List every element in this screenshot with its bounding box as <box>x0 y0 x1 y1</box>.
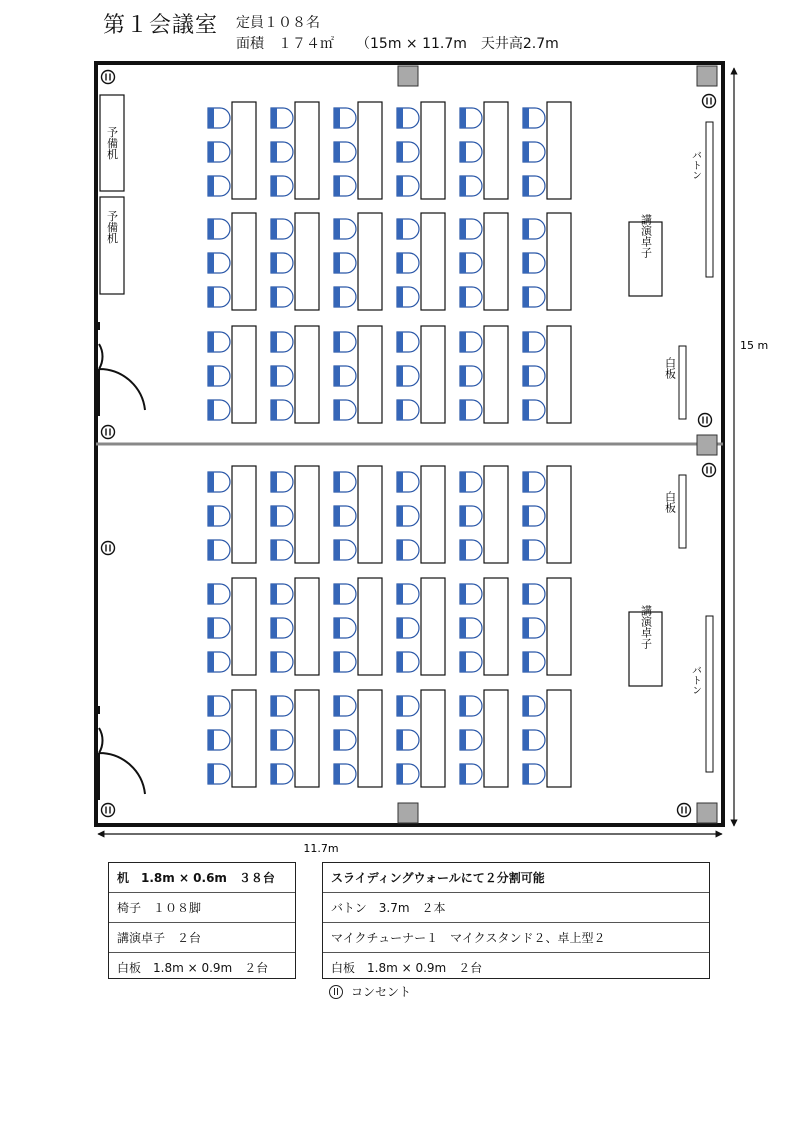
chair-back <box>460 142 466 162</box>
desk <box>358 578 382 675</box>
outlet-legend <box>329 983 411 1000</box>
chair-back <box>523 219 529 239</box>
chair-back <box>334 108 340 128</box>
chair-back <box>397 142 403 162</box>
chair-back <box>523 400 529 420</box>
chair-back <box>208 253 214 273</box>
chair-back <box>208 540 214 560</box>
chair-back <box>397 108 403 128</box>
chair-back <box>334 506 340 526</box>
desk <box>547 466 571 563</box>
chair-back <box>334 142 340 162</box>
chair-back <box>397 253 403 273</box>
chair-count: 椅子 １０８脚 <box>109 893 295 923</box>
chair-back <box>334 287 340 307</box>
room-title: 第１会議室 <box>103 13 219 38</box>
chair-back <box>208 730 214 750</box>
pillar <box>697 66 717 86</box>
desk <box>547 102 571 199</box>
chair-back <box>460 652 466 672</box>
chair-back <box>271 584 277 604</box>
pillar <box>398 803 418 823</box>
chair-back <box>271 400 277 420</box>
desk <box>358 690 382 787</box>
equipment-table-left <box>108 862 296 979</box>
desk <box>232 578 256 675</box>
desk <box>484 690 508 787</box>
area-value: 面積 １７４㎡ <box>236 36 334 52</box>
desk <box>421 213 445 310</box>
chair-back <box>460 472 466 492</box>
chair-back <box>271 332 277 352</box>
capacity-text: 定員１０８名 <box>236 15 320 31</box>
chair-back <box>523 696 529 716</box>
desk <box>232 213 256 310</box>
width-dimension-label: 11.7m <box>303 842 339 855</box>
chair-back <box>460 540 466 560</box>
chair-back <box>271 696 277 716</box>
spare-desk-label: 予備机 <box>105 210 119 244</box>
door-swing <box>99 728 145 794</box>
chair-back <box>397 618 403 638</box>
desk <box>358 213 382 310</box>
chair-back <box>208 287 214 307</box>
chair-back <box>208 366 214 386</box>
chair-back <box>334 730 340 750</box>
chair-back <box>460 584 466 604</box>
equipment-table-right <box>322 862 710 979</box>
chair-back <box>271 730 277 750</box>
chair-back <box>208 176 214 196</box>
chair-back <box>208 506 214 526</box>
chair-back <box>460 332 466 352</box>
chair-back <box>208 108 214 128</box>
baton <box>706 122 713 277</box>
chair-back <box>523 142 529 162</box>
chair-back <box>397 400 403 420</box>
chair-back <box>208 332 214 352</box>
chair-back <box>271 618 277 638</box>
chair-back <box>397 176 403 196</box>
chair-back <box>523 730 529 750</box>
whiteboard-label: 白板 <box>663 357 677 379</box>
pillar <box>697 435 717 455</box>
baton-spec: バトン 3.7m ２本 <box>323 893 709 923</box>
outlet-icon <box>102 426 115 439</box>
chair-back <box>271 108 277 128</box>
desk-spec: 机 1.8m × 0.6m ３８台 <box>109 863 295 893</box>
baton-label: バトン <box>689 150 701 180</box>
chair-back <box>334 618 340 638</box>
desk <box>232 466 256 563</box>
chair-back <box>523 764 529 784</box>
chair-back <box>523 332 529 352</box>
desk <box>547 690 571 787</box>
chair-back <box>208 472 214 492</box>
desk <box>295 213 319 310</box>
chair-back <box>271 540 277 560</box>
chair-back <box>271 176 277 196</box>
chair-back <box>460 366 466 386</box>
chair-back <box>334 332 340 352</box>
chair-back <box>460 287 466 307</box>
chair-back <box>397 332 403 352</box>
desk <box>295 578 319 675</box>
chair-back <box>397 506 403 526</box>
desk <box>547 326 571 423</box>
desk <box>232 690 256 787</box>
desk <box>484 466 508 563</box>
desk <box>232 102 256 199</box>
chair-back <box>208 584 214 604</box>
whiteboard-spec: 白板 1.8m × 0.9m ２台 <box>331 961 483 975</box>
outlet-icon <box>703 95 716 108</box>
chair-back <box>271 253 277 273</box>
chair-back <box>334 400 340 420</box>
chair-back <box>523 472 529 492</box>
height-dimension-label: 15 m <box>740 339 769 352</box>
chair-back <box>271 472 277 492</box>
desk <box>484 578 508 675</box>
chair-back <box>397 366 403 386</box>
chair-back <box>397 472 403 492</box>
outlet-icon <box>102 804 115 817</box>
chair-back <box>271 652 277 672</box>
desk <box>547 578 571 675</box>
whiteboard <box>679 475 686 548</box>
chair-back <box>460 400 466 420</box>
chair-back <box>397 584 403 604</box>
chair-back <box>460 108 466 128</box>
chair-back <box>523 366 529 386</box>
chair-back <box>334 219 340 239</box>
outlet-icon <box>703 464 716 477</box>
desk <box>421 326 445 423</box>
chair-back <box>334 253 340 273</box>
chair-back <box>334 176 340 196</box>
chair-back <box>523 506 529 526</box>
chair-back <box>271 142 277 162</box>
chair-back <box>334 366 340 386</box>
chair-back <box>271 366 277 386</box>
chair-back <box>208 219 214 239</box>
chair-back <box>334 584 340 604</box>
podium-label: 講演卓子 <box>639 214 653 258</box>
chair-back <box>208 142 214 162</box>
baton-label: バトン <box>689 665 701 695</box>
outlet-legend-label: コンセント <box>351 985 412 999</box>
chair-back <box>397 219 403 239</box>
desk <box>358 102 382 199</box>
chair-back <box>523 584 529 604</box>
chair-back <box>397 540 403 560</box>
chair-back <box>523 540 529 560</box>
chair-back <box>208 652 214 672</box>
chair-back <box>271 764 277 784</box>
outlet-icon <box>678 804 691 817</box>
door-jamb <box>94 706 100 714</box>
desk <box>484 213 508 310</box>
sliding-wall-note: スライディングウォールにて２分割可能 <box>323 863 709 893</box>
whiteboard-spec: 白板 1.8m × 0.9m ２台 <box>117 961 269 975</box>
desk <box>421 102 445 199</box>
desk <box>484 102 508 199</box>
outlet-icon <box>329 985 343 999</box>
chair-back <box>397 764 403 784</box>
desk <box>358 466 382 563</box>
dimensions-text: （15m × 11.7m 天井高2.7m <box>356 36 559 52</box>
spare-desk-label: 予備机 <box>105 126 119 160</box>
desk <box>295 466 319 563</box>
chair-back <box>523 618 529 638</box>
desk <box>295 102 319 199</box>
chair-back <box>460 764 466 784</box>
chair-back <box>523 652 529 672</box>
chair-back <box>397 652 403 672</box>
desk <box>421 466 445 563</box>
chair-back <box>334 472 340 492</box>
chair-back <box>271 219 277 239</box>
outlet-icon <box>102 542 115 555</box>
chair-back <box>460 219 466 239</box>
desk <box>421 578 445 675</box>
desk <box>547 213 571 310</box>
pillar <box>697 803 717 823</box>
chair-back <box>334 696 340 716</box>
chair-back <box>460 618 466 638</box>
microphone-spec: マイクチューナー１ マイクスタンド２、卓上型２ <box>323 923 709 953</box>
chair-back <box>523 253 529 273</box>
chair-back <box>523 108 529 128</box>
chair-back <box>523 176 529 196</box>
pillar <box>398 66 418 86</box>
chair-back <box>397 696 403 716</box>
chair-back <box>271 287 277 307</box>
chair-back <box>334 652 340 672</box>
chair-back <box>460 506 466 526</box>
chair-back <box>397 287 403 307</box>
desk <box>358 326 382 423</box>
chair-back <box>523 287 529 307</box>
desk <box>295 690 319 787</box>
desk <box>484 326 508 423</box>
chair-back <box>460 696 466 716</box>
chair-back <box>460 176 466 196</box>
whiteboard <box>679 346 686 419</box>
chair-back <box>271 506 277 526</box>
door-swing <box>99 344 145 410</box>
desk <box>232 326 256 423</box>
chair-back <box>208 400 214 420</box>
chair-back <box>334 764 340 784</box>
chair-back <box>460 730 466 750</box>
chair-back <box>334 540 340 560</box>
desk <box>421 690 445 787</box>
podium-count: 講演卓子 ２台 <box>109 923 295 953</box>
whiteboard-label: 白板 <box>663 491 677 513</box>
podium-label: 講演卓子 <box>639 605 653 649</box>
outlet-icon <box>102 71 115 84</box>
chair-back <box>460 253 466 273</box>
baton <box>706 616 713 772</box>
outlet-icon <box>699 414 712 427</box>
chair-back <box>397 730 403 750</box>
chair-back <box>208 696 214 716</box>
door-jamb <box>94 322 100 330</box>
chair-back <box>208 764 214 784</box>
chair-back <box>208 618 214 638</box>
desk <box>295 326 319 423</box>
